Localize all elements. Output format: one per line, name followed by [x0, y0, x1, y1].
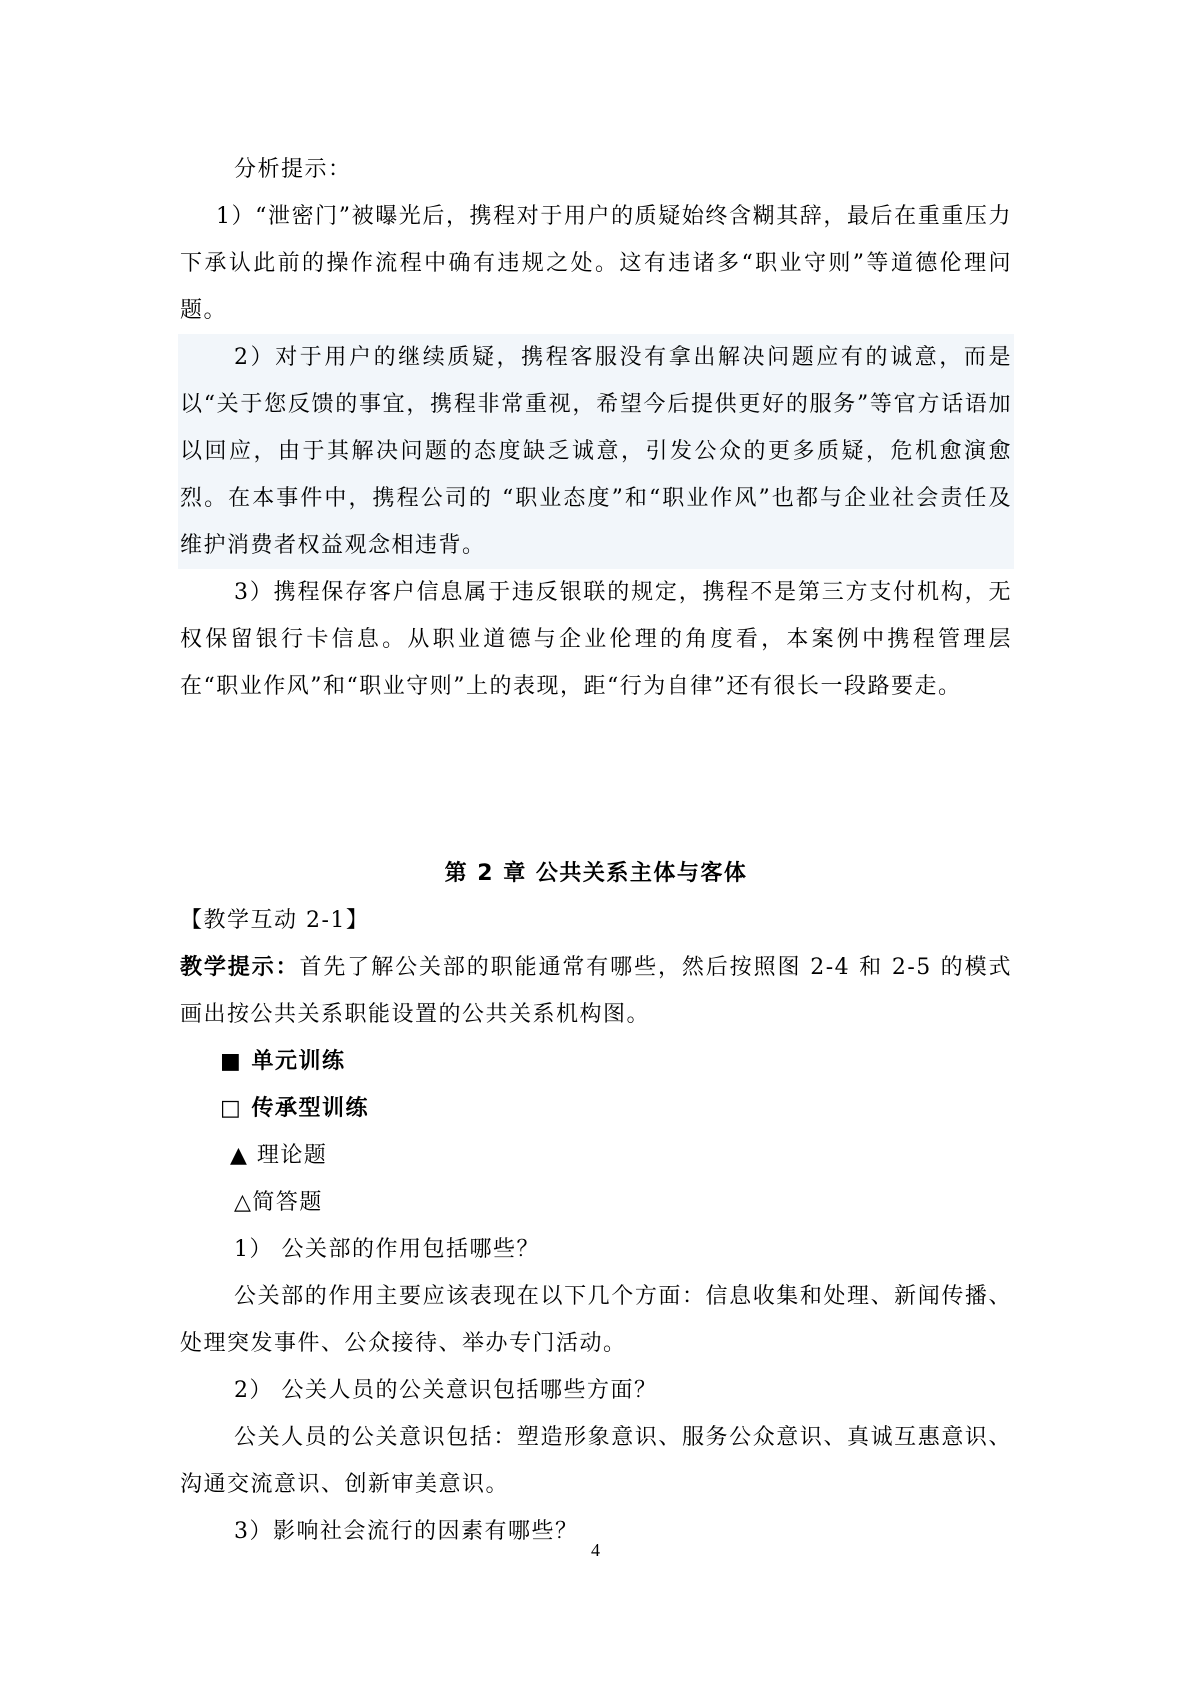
- chapter-title: 第 2 章 公共关系主体与客体: [444, 861, 748, 886]
- analysis-point-1: 1）“泄密门”被曝光后，携程对于用户的质疑始终含糊其辞，最后在重重压力下承认此前的操作流程中确有违规之处。这有违诸多“职业守则”等道德伦理问题。: [180, 204, 1012, 323]
- short-answer-heading: △简答题: [234, 1190, 323, 1215]
- analysis-point-3: 3）携程保存客户信息属于违反银联的规定，携程不是第三方支付机构，无权保留银行卡信息。从职业道德与企业伦理的角度看，本案例中携程管理层在“职业作风”和“职业守则”上的表现，距“行为自律”还有很长一段路要走。: [180, 580, 1012, 699]
- analysis-point-2: 2）对于用户的继续质疑，携程客服没有拿出解决问题应有的诚意，而是以“关于您反馈的事宜，携程非常重视，希望今后提供更好的服务”等官方话语加以回应，由于其解决问题的态度缺乏诚意，引发公众的更多质疑，危机愈演愈烈。在本事件中，携程公司的 “职业态度”和“职业作风”也都与企业社会责任及维护消费者权益观念相违背。: [178, 334, 1014, 569]
- teaching-interaction-label: 【教学互动 2-1】: [180, 908, 370, 933]
- section-gap: [180, 710, 1012, 850]
- unit-training-heading: ■ 单元训练: [220, 1049, 346, 1074]
- question-1: 1） 公关部的作用包括哪些？: [234, 1237, 540, 1262]
- page-number: 4: [591, 1540, 600, 1560]
- inherit-training-heading: □ 传承型训练: [220, 1096, 369, 1121]
- answer-1: 公关部的作用主要应该表现在以下几个方面：信息收集和处理、新闻传播、处理突发事件、公众接待、举办专门活动。: [180, 1284, 1012, 1356]
- answer-2: 公关人员的公关意识包括：塑造形象意识、服务公众意识、真诚互惠意识、沟通交流意识、创新审美意识。: [180, 1425, 1012, 1497]
- analysis-heading: 分析提示：: [234, 157, 352, 182]
- teaching-tip-text: 首先了解公关部的职能通常有哪些，然后按照图 2-4 和 2-5 的模式画出按公共关系职能设置的公共关系机构图。: [180, 955, 1012, 1027]
- question-3: 3）影响社会流行的因素有哪些？: [234, 1519, 579, 1544]
- question-2: 2） 公关人员的公关意识包括哪些方面？: [234, 1378, 658, 1403]
- document-page: [180, 146, 1012, 1555]
- teaching-tip-label: 教学提示：: [180, 955, 300, 980]
- teaching-tip: [180, 944, 1012, 1038]
- theory-heading: ▲ 理论题: [230, 1143, 328, 1168]
